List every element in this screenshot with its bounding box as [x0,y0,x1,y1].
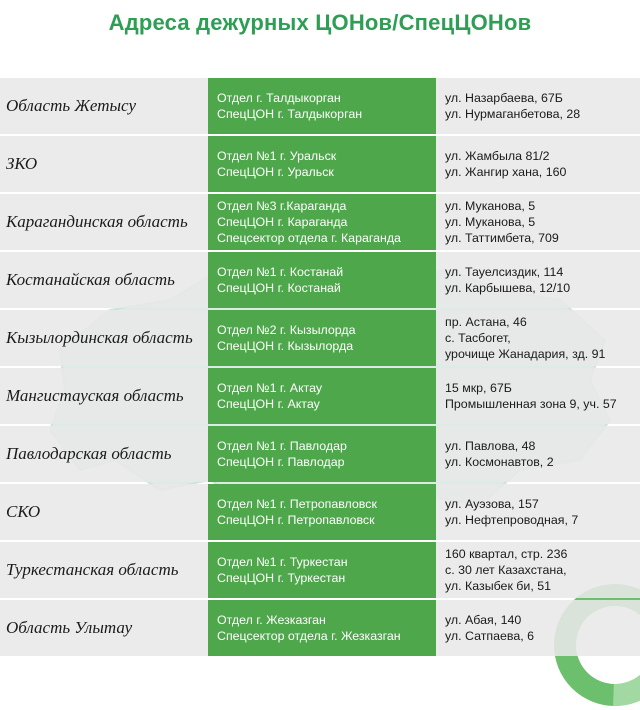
address-cell [436,542,640,598]
office-name: Отдел №1 г. Уральск [217,149,337,163]
office-name: СпецЦОН г. Актау [217,397,320,411]
region-name: Область Жетысу [0,78,208,134]
office-name: Отдел г. Жезказган [217,613,326,627]
offices-table [0,78,640,658]
address-cell [436,136,640,192]
region-name: Карагандинская область [0,194,208,250]
table-row [0,542,640,598]
office-cell [208,426,436,482]
address-cell [436,78,640,134]
address-line: ул. Нефтепроводная, 7 [445,513,579,527]
address-line: с. Тасбогет, [445,331,511,345]
address-line: ул. Нурмаганбетова, 28 [445,107,581,121]
address-line: ул. Назарбаева, 67Б [445,91,563,105]
region-name: ЗКО [0,136,208,192]
address-cell [436,426,640,482]
office-name: СпецЦОН г. Петропавловск [217,513,375,527]
address-cell [436,252,640,308]
office-name: Спецсектор отдела г. Караганда [217,231,401,245]
office-name: Отдел №1 г. Актау [217,381,323,395]
office-name: Отдел №1 г. Туркестан [217,555,348,569]
office-name: СпецЦОН г. Костанай [217,281,341,295]
address-line: ул. Сатпаева, 6 [445,629,535,643]
address-line: ул. Таттимбета, 709 [445,231,559,245]
address-line: 15 мкр, 67Б [445,381,512,395]
region-name: СКО [0,484,208,540]
address-line: ул. Тауелсиздик, 114 [445,265,564,279]
office-name: Отдел №3 г.Караганда [217,199,347,213]
address-cell [436,310,640,366]
office-cell [208,484,436,540]
table-row [0,78,640,134]
table-row [0,252,640,308]
office-cell [208,542,436,598]
region-name: Мангистауская область [0,368,208,424]
address-line: ул. Карбышева, 12/10 [445,281,571,295]
office-cell [208,194,436,250]
region-name: Павлодарская область [0,426,208,482]
address-line: ул. Муканова, 5 [445,199,536,213]
office-cell [208,368,436,424]
table-row [0,600,640,656]
office-name: Отдел №1 г. Павлодар [217,439,347,453]
address-line: ул. Павлова, 48 [445,439,536,453]
address-line: ул. Ауэзова, 157 [445,497,539,511]
address-line: с. 30 лет Казахстана, [445,563,567,577]
address-cell [436,368,640,424]
region-name: Область Улытау [0,600,208,656]
page-title: Адреса дежурных ЦОНов/СпецЦОНов [108,10,532,35]
address-line: урочище Жанадария, зд. 91 [445,347,606,361]
region-name: Кызылординская область [0,310,208,366]
address-line: ул. Космонавтов, 2 [445,455,554,469]
address-line: ул. Жангир хана, 160 [445,165,567,179]
address-line: пр. Астана, 46 [445,315,527,329]
address-line: ул. Абая, 140 [445,613,522,627]
address-cell [436,194,640,250]
office-cell [208,252,436,308]
address-cell [436,600,640,656]
office-name: Отдел г. Талдыкорган [217,91,341,105]
region-name: Костанайская область [0,252,208,308]
table-row [0,426,640,482]
office-cell [208,310,436,366]
table-row [0,484,640,540]
office-cell [208,600,436,656]
address-cell [436,484,640,540]
address-line: 160 квартал, стр. 236 [445,547,568,561]
office-name: Отдел №1 г. Костанай [217,265,344,279]
table-row [0,136,640,192]
table-row [0,310,640,366]
office-name: Отдел №2 г. Кызылорда [217,323,356,337]
office-name: СпецЦОН г. Талдыкорган [217,107,363,121]
table-row [0,368,640,424]
address-line: ул. Жамбыла 81/2 [445,149,550,163]
office-cell [208,78,436,134]
address-line: Промышленная зона 9, уч. 57 [445,397,617,411]
office-name: СпецЦОН г. Кызылорда [217,339,354,353]
office-cell [208,136,436,192]
region-name: Туркестанская область [0,542,208,598]
office-name: СпецЦОН г. Уральск [217,165,334,179]
table-row [0,194,640,250]
office-name: СпецЦОН г. Туркестан [217,571,346,585]
address-line: ул. Муканова, 5 [445,215,536,229]
office-name: СпецЦОН г. Павлодар [217,455,345,469]
office-name: СпецЦОН г. Караганда [217,215,348,229]
address-line: ул. Казыбек би, 51 [445,579,551,593]
office-name: Отдел №1 г. Петропавловск [217,497,377,511]
office-name: Спецсектор отдела г. Жезказган [217,629,401,643]
